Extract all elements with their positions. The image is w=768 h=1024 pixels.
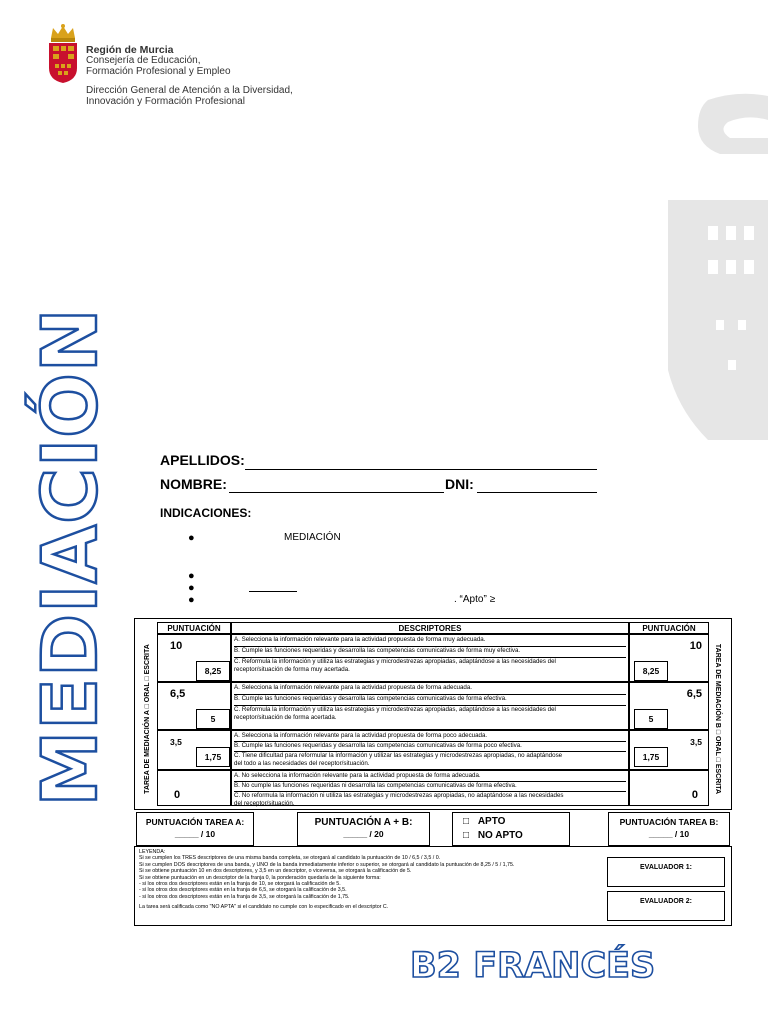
band-1-desc-b: B. Cumple las funciones requeridas y desarrolla las competencias comunicativas de forma muy efectiva. bbox=[234, 647, 626, 658]
indicacion-1-text: MEDIACIÓN bbox=[284, 532, 341, 543]
legend-line: - si los otros dos descriptores están en la franja de 3,5, se otorgará la calificación de 1,75. bbox=[139, 893, 350, 900]
band-4-score-a: 0 bbox=[174, 789, 181, 801]
org-name: Región de Murcia bbox=[86, 44, 174, 56]
apellidos-field[interactable] bbox=[245, 469, 597, 470]
task-b-vertical-text: TAREA DE MEDIACIÓN B □ ORAL □ ESCRITA bbox=[714, 643, 721, 795]
band-3-desc-c1: C. Tiene dificultad para reformular la información y utilizar las estrategias y microdestrezas apropiadas, no adaptándose bbox=[234, 752, 563, 759]
nombre-label: NOMBRE: bbox=[160, 476, 227, 492]
band-2-score-b: 6,5 bbox=[686, 688, 702, 700]
band-1-score-cell-b bbox=[629, 634, 709, 682]
score-task-a-label: PUNTUACIÓN TAREA A: bbox=[145, 817, 245, 827]
band-2-score-cell-a bbox=[157, 682, 231, 730]
no-apto-checkbox-icon[interactable]: □ bbox=[463, 830, 470, 841]
score-ab-box[interactable] bbox=[297, 812, 430, 846]
org-department-line2: Formación Profesional y Empleo bbox=[86, 66, 231, 77]
legend-line: LEYENDA: bbox=[139, 849, 166, 855]
score-task-a-value: _____ / 10 bbox=[174, 829, 216, 839]
evaluator-1-label: EVALUADOR 1: bbox=[640, 864, 692, 871]
org-directorate-line1: Dirección General de Atención a la Diversidad, bbox=[86, 85, 293, 96]
band-3-desc-b: B. Cumple las funciones requeridas y desarrolla las competencias comunicativas de forma poco efectiva. bbox=[234, 742, 626, 752]
evaluator-2-label: EVALUADOR 2: bbox=[640, 898, 692, 905]
indicacion-4-text: . “Apto” ≥ bbox=[454, 594, 496, 605]
band-4-score-cell-b bbox=[629, 770, 709, 806]
band-1-desc-a: A. Selecciona la información relevante para la actividad propuesta de forma muy adecuada. bbox=[234, 636, 626, 647]
band-1-partial-score-b: 8,25 bbox=[634, 661, 668, 681]
task-b-vertical-label bbox=[711, 634, 729, 804]
bullet-icon: ● bbox=[188, 594, 195, 606]
evaluator-2-box[interactable] bbox=[607, 891, 725, 921]
band-1-score-cell-a bbox=[157, 634, 231, 682]
band-4-descriptors bbox=[231, 770, 629, 806]
band-2-partial-score-b: 5 bbox=[634, 709, 668, 729]
score-task-a-box[interactable] bbox=[136, 812, 254, 846]
dni-label: DNI: bbox=[445, 476, 474, 492]
level-language-text: B2 FRANCÉS bbox=[410, 946, 656, 986]
band-3-score-cell-a bbox=[157, 730, 231, 770]
band-2-desc-c1: C. Reformula la información y utiliza las estrategias y microdestrezas apropiadas, adaptándose a las necesidades del bbox=[234, 706, 556, 713]
band-3-partial-score-a: 1,75 bbox=[196, 747, 230, 767]
band-3-score-b: 3,5 bbox=[690, 737, 702, 747]
band-2-score-cell-b bbox=[629, 682, 709, 730]
band-2-score-a: 6,5 bbox=[170, 688, 186, 700]
legend-line: Si se cumplen DOS descriptores de una banda, y UNO de la banda inmediatamente inferior o superior, se otorgará al candidato la puntuación de 8,25 / 5 / 1,75. bbox=[139, 861, 515, 868]
apto-label: APTO bbox=[477, 816, 506, 827]
band-3-partial-score-b: 1,75 bbox=[634, 747, 668, 767]
band-1-desc-c1: C. Reformula la información y utiliza las estrategias y microdestrezas apropiadas, adaptándose a las necesidades del bbox=[234, 658, 556, 665]
indicaciones-heading: INDICACIONES: bbox=[160, 506, 252, 520]
band-2-desc-c2: receptor/situación de forma acertada. bbox=[234, 714, 337, 721]
bullet-icon: ● bbox=[188, 532, 195, 544]
band-4-desc-c1: C. No reformula la información ni utiliza las estrategias y microdestrezas apropiadas, no adaptándose a las necesidades bbox=[234, 792, 564, 799]
band-2-desc-a: A. Selecciona la información relevante para la actividad propuesta de forma adecuada. bbox=[234, 684, 626, 695]
band-4-score-b: 0 bbox=[691, 789, 698, 801]
band-4-desc-c2: del receptor/situación. bbox=[234, 800, 295, 807]
nombre-field[interactable] bbox=[229, 492, 444, 493]
region-crest-logo bbox=[45, 24, 81, 84]
band-2-desc-b: B. Cumple las funciones requeridas y desarrolla las competencias comunicativas de forma efectiva. bbox=[234, 695, 626, 706]
task-a-vertical-label bbox=[137, 634, 155, 804]
band-1-partial-score-a: 8,25 bbox=[196, 661, 230, 681]
band-3-desc-a: A. Selecciona la información relevante para la actividad propuesta de forma poco adecuada. bbox=[234, 732, 626, 742]
band-4-score-cell-a bbox=[157, 770, 231, 806]
no-apto-label: NO APTO bbox=[477, 830, 523, 841]
rubric-table bbox=[134, 618, 732, 810]
org-directorate-line2: Innovación y Formación Profesional bbox=[86, 96, 245, 107]
score-task-b-box[interactable] bbox=[608, 812, 730, 846]
legend-line: - si los otros dos descriptores están en la franja de 6,5, se otorgará la calificación de 3,5. bbox=[139, 887, 347, 894]
band-3-score-a: 3,5 bbox=[170, 737, 182, 747]
band-1-desc-c2: receptor/situación de forma muy acertada. bbox=[234, 666, 350, 673]
band-2-descriptors bbox=[231, 682, 629, 730]
band-4-desc-a: A. No selecciona la información relevante para la actividad propuesta de forma adecuada. bbox=[234, 772, 626, 782]
org-department-line1: Consejería de Educación, bbox=[86, 55, 201, 66]
bullet-icon: ● bbox=[188, 570, 195, 582]
result-box bbox=[452, 812, 570, 846]
crest-watermark bbox=[668, 90, 768, 450]
side-title-text: MEDIACIÓN bbox=[25, 307, 114, 807]
col-header-score-a: PUNTUACIÓN bbox=[157, 622, 231, 634]
score-task-b-label: PUNTUACIÓN TAREA B: bbox=[619, 817, 719, 827]
level-language-title bbox=[408, 944, 658, 984]
score-task-b-value: _____ / 10 bbox=[648, 829, 690, 839]
bullet-icon: ● bbox=[188, 582, 195, 594]
band-3-score-cell-b bbox=[629, 730, 709, 770]
band-1-score-b: 10 bbox=[689, 640, 702, 652]
legend-line: - si los otros dos descriptores están en la franja de 10, se otorgará la calificación de 5. bbox=[139, 881, 341, 888]
band-1-score-a: 10 bbox=[170, 640, 183, 652]
legend-line: Si se cumplen los TRES descriptores de una misma banda completa, se otorgará al candidato la puntuación de 10 / 6,5 / 3,5 / 0. bbox=[139, 855, 441, 862]
band-2-partial-score-a: 5 bbox=[196, 709, 230, 729]
dni-field[interactable] bbox=[477, 492, 597, 493]
legend-line: La tarea será calificada como "NO APTA" si el candidato no cumple con lo especificado en el descriptor C. bbox=[139, 904, 389, 911]
col-header-descriptors: DESCRIPTORES bbox=[231, 622, 629, 634]
apto-checkbox-icon[interactable]: □ bbox=[463, 816, 470, 827]
col-header-score-b: PUNTUACIÓN bbox=[629, 622, 709, 634]
side-title bbox=[25, 307, 114, 807]
task-a-vertical-text: TAREA DE MEDIACIÓN A □ ORAL □ ESCRITA bbox=[144, 644, 151, 794]
band-4-desc-b: B. No cumple las funciones requeridas ni desarrolla las competencias comunicativas de forma efectiva. bbox=[234, 782, 626, 792]
band-3-descriptors bbox=[231, 730, 629, 770]
score-ab-label: PUNTUACIÓN A + B: bbox=[314, 817, 413, 828]
apto-option[interactable] bbox=[463, 816, 505, 827]
legend-line: Si se obtiene puntuación 10 en dos descriptores, y 3,5 en un descriptor, o viceversa, se otorgará la calificación de 5. bbox=[139, 868, 412, 875]
band-1-descriptors bbox=[231, 634, 629, 682]
evaluator-1-box[interactable] bbox=[607, 857, 725, 887]
no-apto-option[interactable] bbox=[463, 830, 523, 841]
legend-line: Si se obtiene puntuación en un descriptor de la franja 0, la ponderación quedaría de la siguiente forma: bbox=[139, 874, 381, 881]
legend-box bbox=[134, 846, 732, 926]
score-ab-value: _____ / 20 bbox=[343, 829, 384, 839]
legend-text bbox=[139, 849, 514, 911]
apellidos-label: APELLIDOS: bbox=[160, 452, 245, 468]
indicacion-3-underline bbox=[249, 591, 297, 592]
band-3-desc-c2: del todo a las necesidades del receptor/situación. bbox=[234, 760, 370, 767]
